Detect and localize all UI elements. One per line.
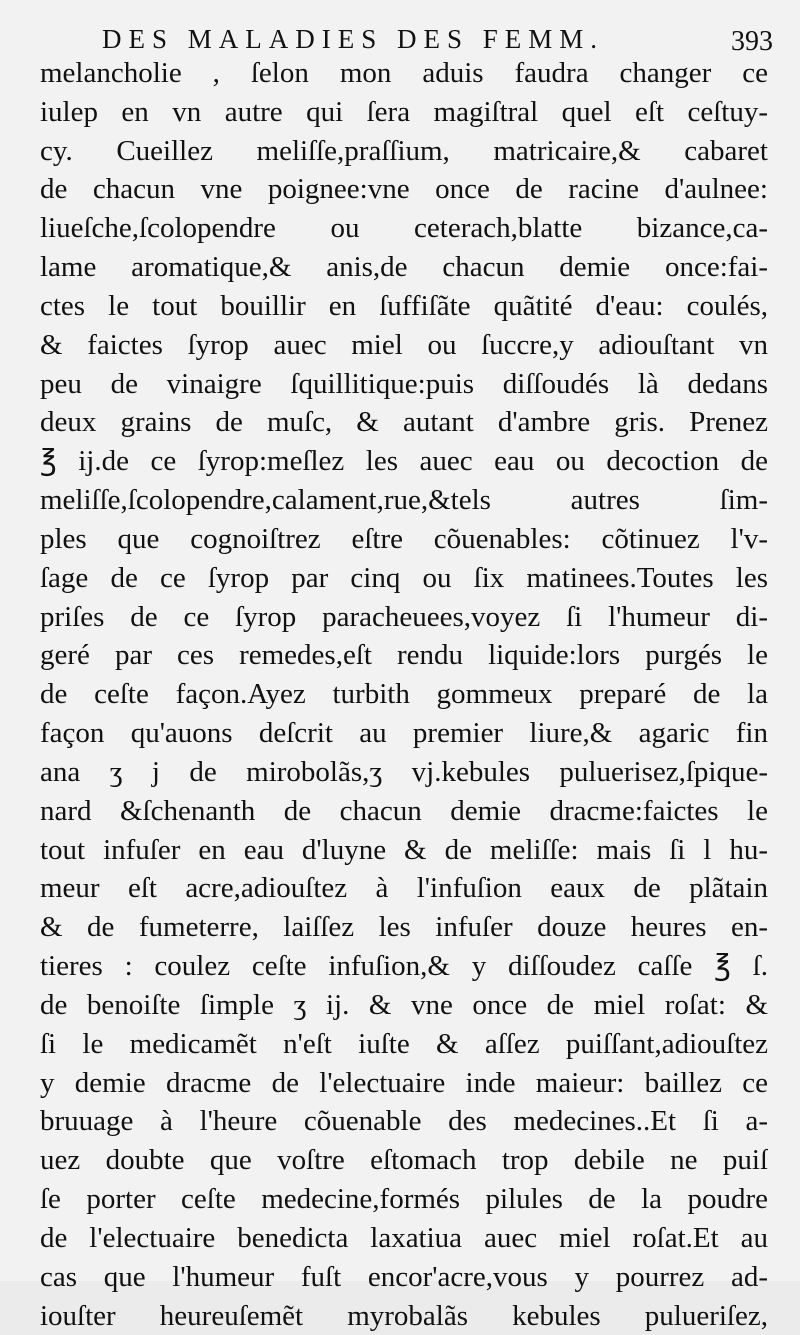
text-line: peu de vinaigre ſquillitique:puis diſſoudés là dedans (40, 365, 768, 404)
running-title: DES MALADIES DES FEMM. (102, 24, 604, 55)
text-line: ſe porter ceſte medecine,formés pilules de la poudre (40, 1180, 768, 1219)
text-line: priſes de ce ſyrop paracheuees,voyez ſi l'humeur di- (40, 598, 768, 637)
text-line: uez doubte que voſtre eſtomach trop debile ne puiſ (40, 1141, 768, 1180)
text-line: tieres : coulez ceſte infuſion,& y diſſoudez caſſe ℥ ſ. (40, 947, 768, 986)
text-line: tout infuſer en eau d'luyne & de meliſſe: mais ſi l hu- (40, 831, 768, 870)
text-line: lame aromatique,& anis,de chacun demie once:fai- (40, 248, 768, 287)
text-line: cas que l'humeur fuſt encor'acre,vous y pourrez ad- (40, 1258, 768, 1297)
text-line: cy. Cueillez meliſſe,praſſium, matricaire,& cabaret (40, 132, 768, 171)
text-line: iulep en vn autre qui ſera magiſtral quel eſt ceſtuy- (40, 93, 768, 132)
text-line: ctes le tout bouillir en ſuffiſãte quãtité d'eau: coulés, (40, 287, 768, 326)
text-line: de ceſte façon.Ayez turbith gommeux preparé de la (40, 675, 768, 714)
text-line: de chacun vne poignee:vne once de racine d'aulnee: (40, 170, 768, 209)
text-line: ana ʒ j de mirobolãs,ʒ vj.kebules puluerisez,ſpique- (40, 753, 768, 792)
text-line: ples que cognoiſtrez eſtre cõuenables: cõtinuez l'v- (40, 520, 768, 559)
text-line: ſage de ce ſyrop par cinq ou ſix matinees.Toutes les (40, 559, 768, 598)
text-line: & faictes ſyrop auec miel ou ſuccre,y adiouſtant vn (40, 326, 768, 365)
text-line: ℥ ij.de ce ſyrop:meſlez les auec eau ou decoction de (40, 442, 768, 481)
text-line: deux grains de muſc, & autant d'ambre gris. Prenez (40, 403, 768, 442)
text-line: melancholie , ſelon mon aduis faudra changer ce (40, 54, 768, 93)
text-line: façon qu'auons deſcrit au premier liure,& agaric fin (40, 714, 768, 753)
text-line: bruuage à l'heure cõuenable des medecines..Et ſi a- (40, 1102, 768, 1141)
text-line: meliſſe,ſcolopendre,calament,rue,&tels autres ſim- (40, 481, 768, 520)
text-line: geré par ces remedes,eſt rendu liquide:lors purgés le (40, 636, 768, 675)
text-line: ſi le medicamẽt n'eſt iuſte & aſſez puiſſant,adiouſtez (40, 1025, 768, 1064)
text-line: nard &ſchenanth de chacun demie dracme:faictes le (40, 792, 768, 831)
text-line: de benoiſte ſimple ʒ ij. & vne once de miel roſat: & (40, 986, 768, 1025)
text-line: iouſter heureuſemẽt myrobalãs kebules pulueriſez, (40, 1297, 768, 1335)
page-number: 393 (731, 26, 773, 58)
text-line: meur eſt acre,adiouſtez à l'infuſion eaux de plãtain (40, 869, 768, 908)
body-text (40, 54, 768, 1335)
text-line: de l'electuaire benedicta laxatiua auec miel roſat.Et au (40, 1219, 768, 1258)
text-line: y demie dracme de l'electuaire inde maieur: baillez ce (40, 1064, 768, 1103)
text-line: liueſche,ſcolopendre ou ceterach,blatte bizance,ca- (40, 209, 768, 248)
text-line: & de fumeterre, laiſſez les infuſer douze heures en- (40, 908, 768, 947)
